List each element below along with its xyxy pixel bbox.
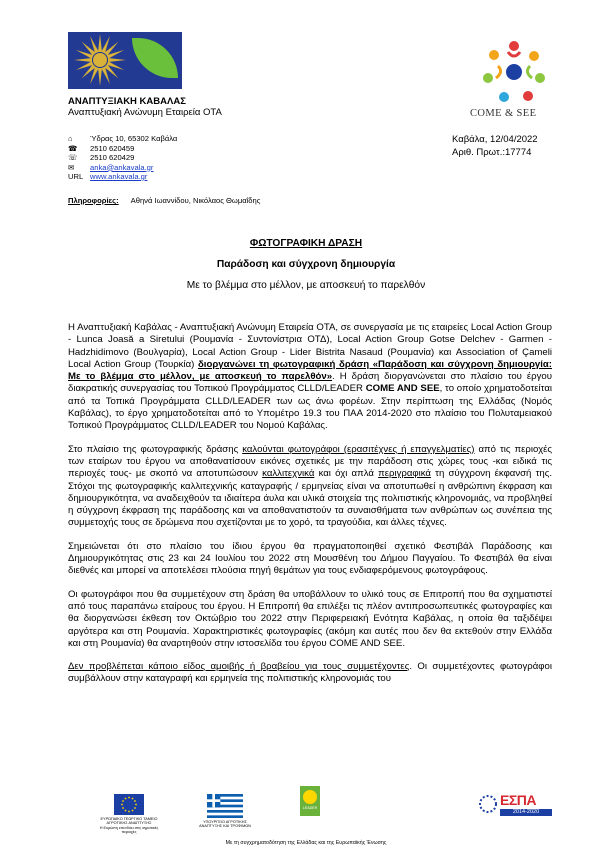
p1-text-a: Η Αναπτυξιακή Καβάλας - Αναπτυξιακή Ανώνυμη Εταιρεία ΟΤΑ, σε συνεργασία με τις εταιρείες Local Action Group - Lunca Joasă a Siretului (Ρουμανία - Συντονίστρια ΟΤΔ), Local Action Group Gotse Delchev - Garmen - Hadzhidimovo (Βουλγαρία), Local Action Group - Lider Bistrita Nasaud (Ρουμανία) και Association of Çameli Local Action Group (Τουρκία) bbox=[68, 322, 552, 370]
come-and-see-text: COME & SEE bbox=[470, 108, 537, 119]
protocol-number: Αριθ. Πρωτ.:17774 bbox=[452, 146, 532, 158]
leader-logo bbox=[300, 786, 320, 816]
p2-text-c: από τις περιοχές των εταίρων του έργου να αποθανατίσουν εικόνες σχετικές με την παράδοση στις χώρες τους -και ειδικά τις περιοχές τους- με σκοπό να αποτυπώσουν bbox=[68, 443, 553, 480]
eu-stars-icon bbox=[114, 794, 144, 815]
eu-flag-icon bbox=[114, 794, 144, 815]
p1-project-name: COME AND SEE bbox=[365, 383, 440, 395]
organization-logo bbox=[68, 32, 182, 89]
document-title: ΦΩΤΟΓΡΑΦΙΚΗ ΔΡΑΣΗ bbox=[249, 238, 363, 249]
paragraph-4: Οι φωτογράφοι που θα συμμετέχουν στη δράση θα υποβάλλουν το υλικό τους σε Επιτροπή που θα σχηματιστεί από τους παραπάνω εταίρους του έργου. Η Επιτροπή θα επιλέξει τις πλέον αντιπροσωπευτικές φωτογραφίες και θα διοργανώσει έκθεση τον Οκτώβριο του 2022 στην Περιφερειακή Ενότητα Καβάλας, η οποία θα ταξιδέψει αργότερα και στη Ρουμανία. Χαρακτηριστικές φωτογραφίες (ακόμη και αυτές που δεν θα εκτεθούν στην Ελλάδα και στη Ρουμανία) θα αναρτηθούν στην ιστοσελίδα του έργου COME AND SEE. bbox=[68, 588, 552, 649]
paragraph-1 bbox=[68, 322, 552, 433]
p1-highlight: διοργανώνει τη φωτογραφική δράση «Παράδοση και σύγχρονη δημιουργία: Με το βλέμμα στο μέλλον, με αποσκευή το παρελθόν» bbox=[68, 358, 552, 383]
paragraph-3: Σημειώνεται ότι στο πλαίσιο του ίδιου έργου θα πραγματοποιηθεί σχετικό Φεστιβάλ Παράδοσης και Δημιουργικότητας στις 23 και 24 Ιουλίου του 2022 στη Μουσθένη του Δήμου Παγγαίου. Το Φεστιβάλ θα είναι διεθνές και μπορεί να αποτελέσει πλούσια πηγή θεμάτων για τους ενδιαφερόμενους φωτογράφους. bbox=[68, 540, 552, 577]
p2-text-a: Στο πλαίσιο της φωτογραφικής δράσης bbox=[68, 443, 243, 455]
ministry-caption: ΥΠΟΥΡΓΕΙΟ ΑΓΡΟΤΙΚΗΣ ΑΝΑΠΤΥΞΗΣ ΚΑΙ ΤΡΟΦΙΜΩΝ bbox=[199, 820, 251, 829]
paragraph-2 bbox=[68, 444, 552, 530]
p2-call-photographers: καλούνται φωτογράφοι (ερασιτέχνες ή επαγγελματίες) bbox=[242, 443, 475, 455]
p1-text-c: . Η δράση διοργανώνεται στο πλαίσιο του έργου διακρατικής συνεργασίας του Τοπικού Προγράμματος CLLD/LEADER bbox=[68, 371, 553, 395]
address-icon: ⌂ bbox=[68, 134, 73, 143]
date-block bbox=[452, 134, 538, 159]
website-link[interactable]: www.ankavala.gr bbox=[90, 172, 148, 181]
p2-text-g: τη σύγχρονη έκφανσή της. Στόχοι της φωτογραφικής καλλιτεχνικής καταγραφής / ερμηνείας είναι να αποτυπωθεί η ανθρώπινη έκφραση και δημιουργικότητα, να αναδειχθούν τα ιδιαίτερα άυλα και υλικά στοιχεία της πολιτιστικής κληρονομιάς, να προβληθεί η σύγχρονη έκφραση της παράδοσης και να αποθανατιστούν τα συναισθήματα των ανθρώπων ως συνέπεια της συμμετοχής τους σε δρώμενα που σχετίζονται με το χορό, τα τραγούδια, και άλλες τέχνες. bbox=[68, 468, 552, 529]
phone-1: 2510 620459 bbox=[90, 143, 135, 153]
info-label: Πληροφορίες: bbox=[68, 196, 119, 205]
leader-label: LEADER bbox=[302, 806, 318, 810]
organization-subtitle: Αναπτυξιακή Ανώνυμη Εταιρεία ΟΤΑ bbox=[68, 107, 222, 118]
cofunding-statement: Με τη συγχρηματοδότηση της Ελλάδας και της Ευρωπαϊκής Ένωσης bbox=[225, 840, 387, 846]
leader-sun-icon bbox=[303, 790, 317, 804]
espa-label: ΕΣΠΑ bbox=[500, 792, 536, 808]
info-names: Αθηνά Ιωαννίδου, Νικόλαος Θωμαΐδης bbox=[130, 196, 261, 205]
url-label: URL bbox=[68, 172, 84, 181]
espa-years: 2014-2020 bbox=[500, 809, 552, 816]
email-link[interactable]: anka@ankavala.gr bbox=[90, 162, 154, 172]
p5-text-b: . Οι συμμετέχοντες φωτογράφοι συμβάλλουν στην καταγραφή και ερμηνεία της πολιτιστικής κληρονομιάς του bbox=[68, 661, 552, 685]
p2-artistically: καλλιτεχνικά bbox=[262, 468, 315, 480]
fax-icon: ☏ bbox=[68, 153, 78, 162]
p5-no-reward: Δεν προβλέπεται κάποιο είδος αμοιβής ή βραβείου για τους συμμετέχοντες bbox=[68, 661, 410, 673]
eu-fund-name: ΕΥΡΩΠΑΪΚΟ ΓΕΩΡΓΙΚΟ ΤΑΜΕΙΟ ΑΓΡΟΤΙΚΗΣ ΑΝΑΠΤΥΞΗΣ bbox=[100, 817, 158, 826]
come-and-see-logo bbox=[468, 30, 560, 120]
email-icon: ✉ bbox=[68, 162, 75, 172]
eu-fund-caption bbox=[92, 817, 166, 835]
document-subtitle: Παράδοση και σύγχρονη δημιουργία bbox=[216, 259, 396, 270]
contact-block bbox=[68, 134, 177, 182]
organization-name: ΑΝΑΠΤΥΞΙΑΚΗ ΚΑΒΑΛΑΣ bbox=[68, 96, 186, 107]
document-date: Καβάλα, 12/04/2022 bbox=[452, 134, 538, 145]
p2-descriptively: περιγραφικά bbox=[378, 468, 431, 480]
paragraph-5 bbox=[68, 661, 552, 686]
espa-stars-icon bbox=[478, 794, 498, 814]
p2-text-e: και όχι απλά bbox=[314, 468, 379, 480]
phone-icon: ☎ bbox=[68, 143, 78, 153]
info-line bbox=[68, 196, 260, 205]
address: Ύδρας 10, 65302 Καβάλα bbox=[90, 134, 178, 143]
p1-text-e: , το οποίο χρηματοδοτείται από τα Τοπικά Προγράμματα CLLD/LEADER των ως άνω φορέων. Στην περίπτωση της Ελλάδας (Νομός Καβάλας), το έργο χρηματοδοτείται από το Υπομέτρο 19.3 του ΠΑΑ 2014-2020 στο πλαίσιο του Πολυταμειακού Τοπικού Προγράμματος CLLD/LEADER του Νομού Καβάλας. bbox=[68, 383, 552, 432]
greek-flag-icon bbox=[207, 794, 243, 818]
footer-logos bbox=[99, 786, 560, 835]
eu-fund-slogan: Η Ευρώπη επενδύει στις αγροτικές περιοχές bbox=[99, 825, 159, 835]
document-body bbox=[68, 322, 552, 697]
document-motto: Με το βλέμμα στο μέλλον, με αποσκευή το παρελθόν bbox=[186, 280, 426, 291]
phone-2: 2510 620429 bbox=[90, 153, 135, 162]
